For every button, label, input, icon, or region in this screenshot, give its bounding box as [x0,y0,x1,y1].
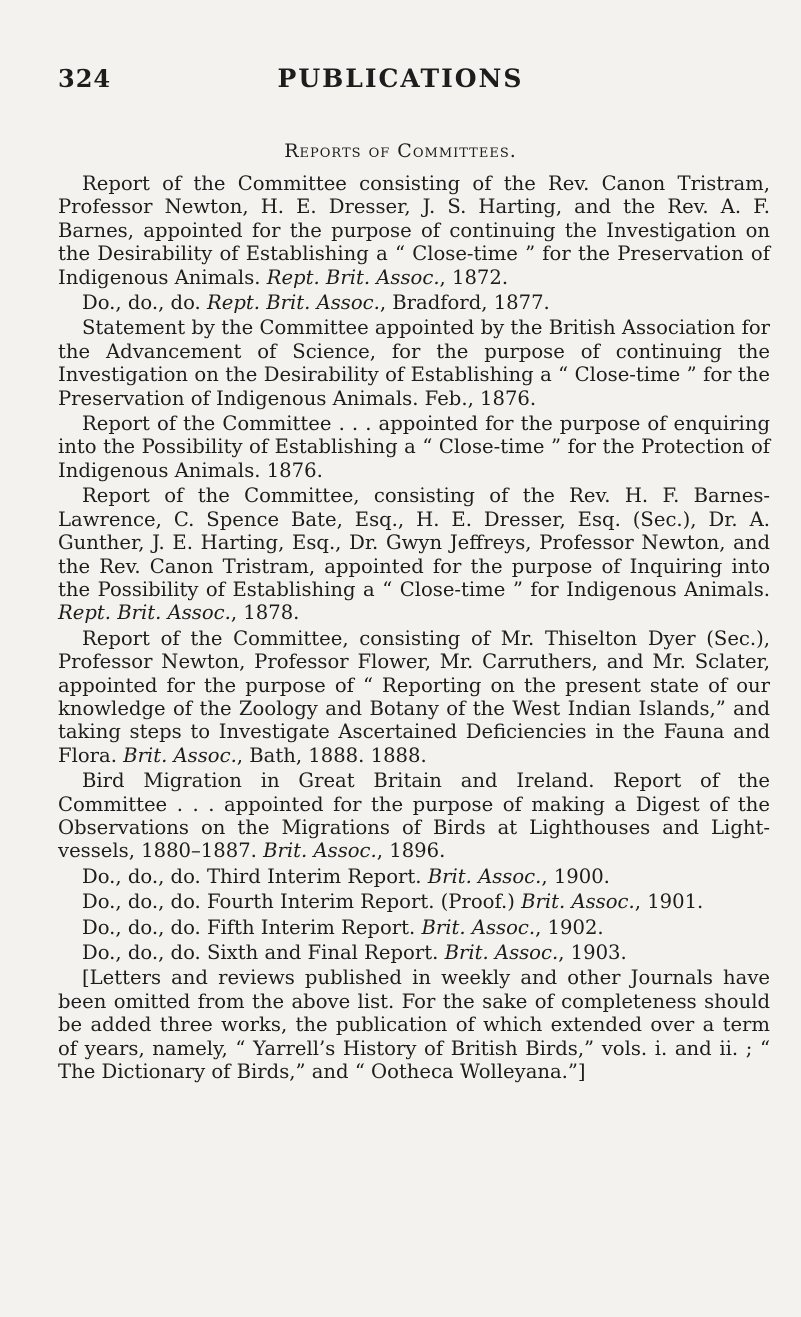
page-header [0,64,801,94]
entry: Do., do., do. Sixth and Final Report. Brit. Assoc., 1903. [82,941,627,964]
entry: [Letters and reviews published in weekly and other Journals have been omitted from the above list. For the sake of completeness should be added three works, the publication of which extended over a term of years, namely, “ Yarrell’s History of British Birds,” vols. i. and ii. ; “ The Dictionary of Birds,” and “ Ootheca Wolleyana.”] [58,966,770,1084]
section-title: Reports of Committees. [284,140,517,162]
entry: Bird Migration in Great Britain and Ireland. Report of the Committee . . . appointed for the purpose of making a Digest of the Observations on the Migrations of Birds at Lighthouses and Light-vessels, 1880–1887. Brit. Assoc., 1896. [58,769,770,863]
entry: Statement by the Committee appointed by the British Association for the Advancement of Science, for the purpose of continuing the Investigation on the Desirability of Establishing a “ Close-time ” for the Preservation of Indigenous Animals. Feb., 1876. [58,316,770,410]
entry: Report of the Committee . . . appointed for the purpose of enquiring into the Possibility of Establishing a “ Close-time ” for the Protection of Indigenous Animals. 1876. [58,412,770,482]
page-number: 324 [58,64,112,93]
entry: Report of the Committee, consisting of the Rev. H. F. Barnes-Lawrence, C. Spence Bate, Esq., H. E. Dresser, Esq. (Sec.), Dr. A. Gunther, J. E. Harting, Esq., Dr. Gwyn Jeffreys, Professor Newton, and the Rev. Canon Tristram, appointed for the purpose of Inquiring into the Possibility of Establishing a “ Close-time ” for Indigenous Animals. Rept. Brit. Assoc., 1878. [58,484,770,625]
entry: Do., do., do. Fourth Interim Report. (Proof.) Brit. Assoc., 1901. [82,890,704,914]
entry: Report of the Committee consisting of the Rev. Canon Tristram, Professor Newton, H. E. Dresser, J. S. Harting, and the Rev. A. F. Barnes, appointed for the purpose of continuing the Investigation on the Desirability of Establishing a “ Close-time ” for the Preservation of Indigenous Animals. Rept. Brit. Assoc., 1872. [58,172,770,289]
running-head: PUBLICATIONS [277,64,524,93]
entry: Do., do., do. Fifth Interim Report. Brit. Assoc., 1902. [82,915,604,939]
entry: Do., do., do. Third Interim Report. Brit. Assoc., 1900. [82,864,610,888]
entry: Do., do., do. Rept. Brit. Assoc., Bradford, 1877. [82,291,550,315]
entry: Report of the Committee, consisting of Mr. Thiselton Dyer (Sec.), Professor Newton, Professor Flower, Mr. Carruthers, and Mr. Sclater, appointed for the purpose of “ Reporting on the present state of our knowledge of the Zoology and Botany of the West Indian Islands,” and taking steps to Investigate Ascertained Deficiencies in the Fauna and Flora. Brit. Assoc., Bath, 1888. 1888. [58,626,770,767]
entries-list [58,172,770,1085]
